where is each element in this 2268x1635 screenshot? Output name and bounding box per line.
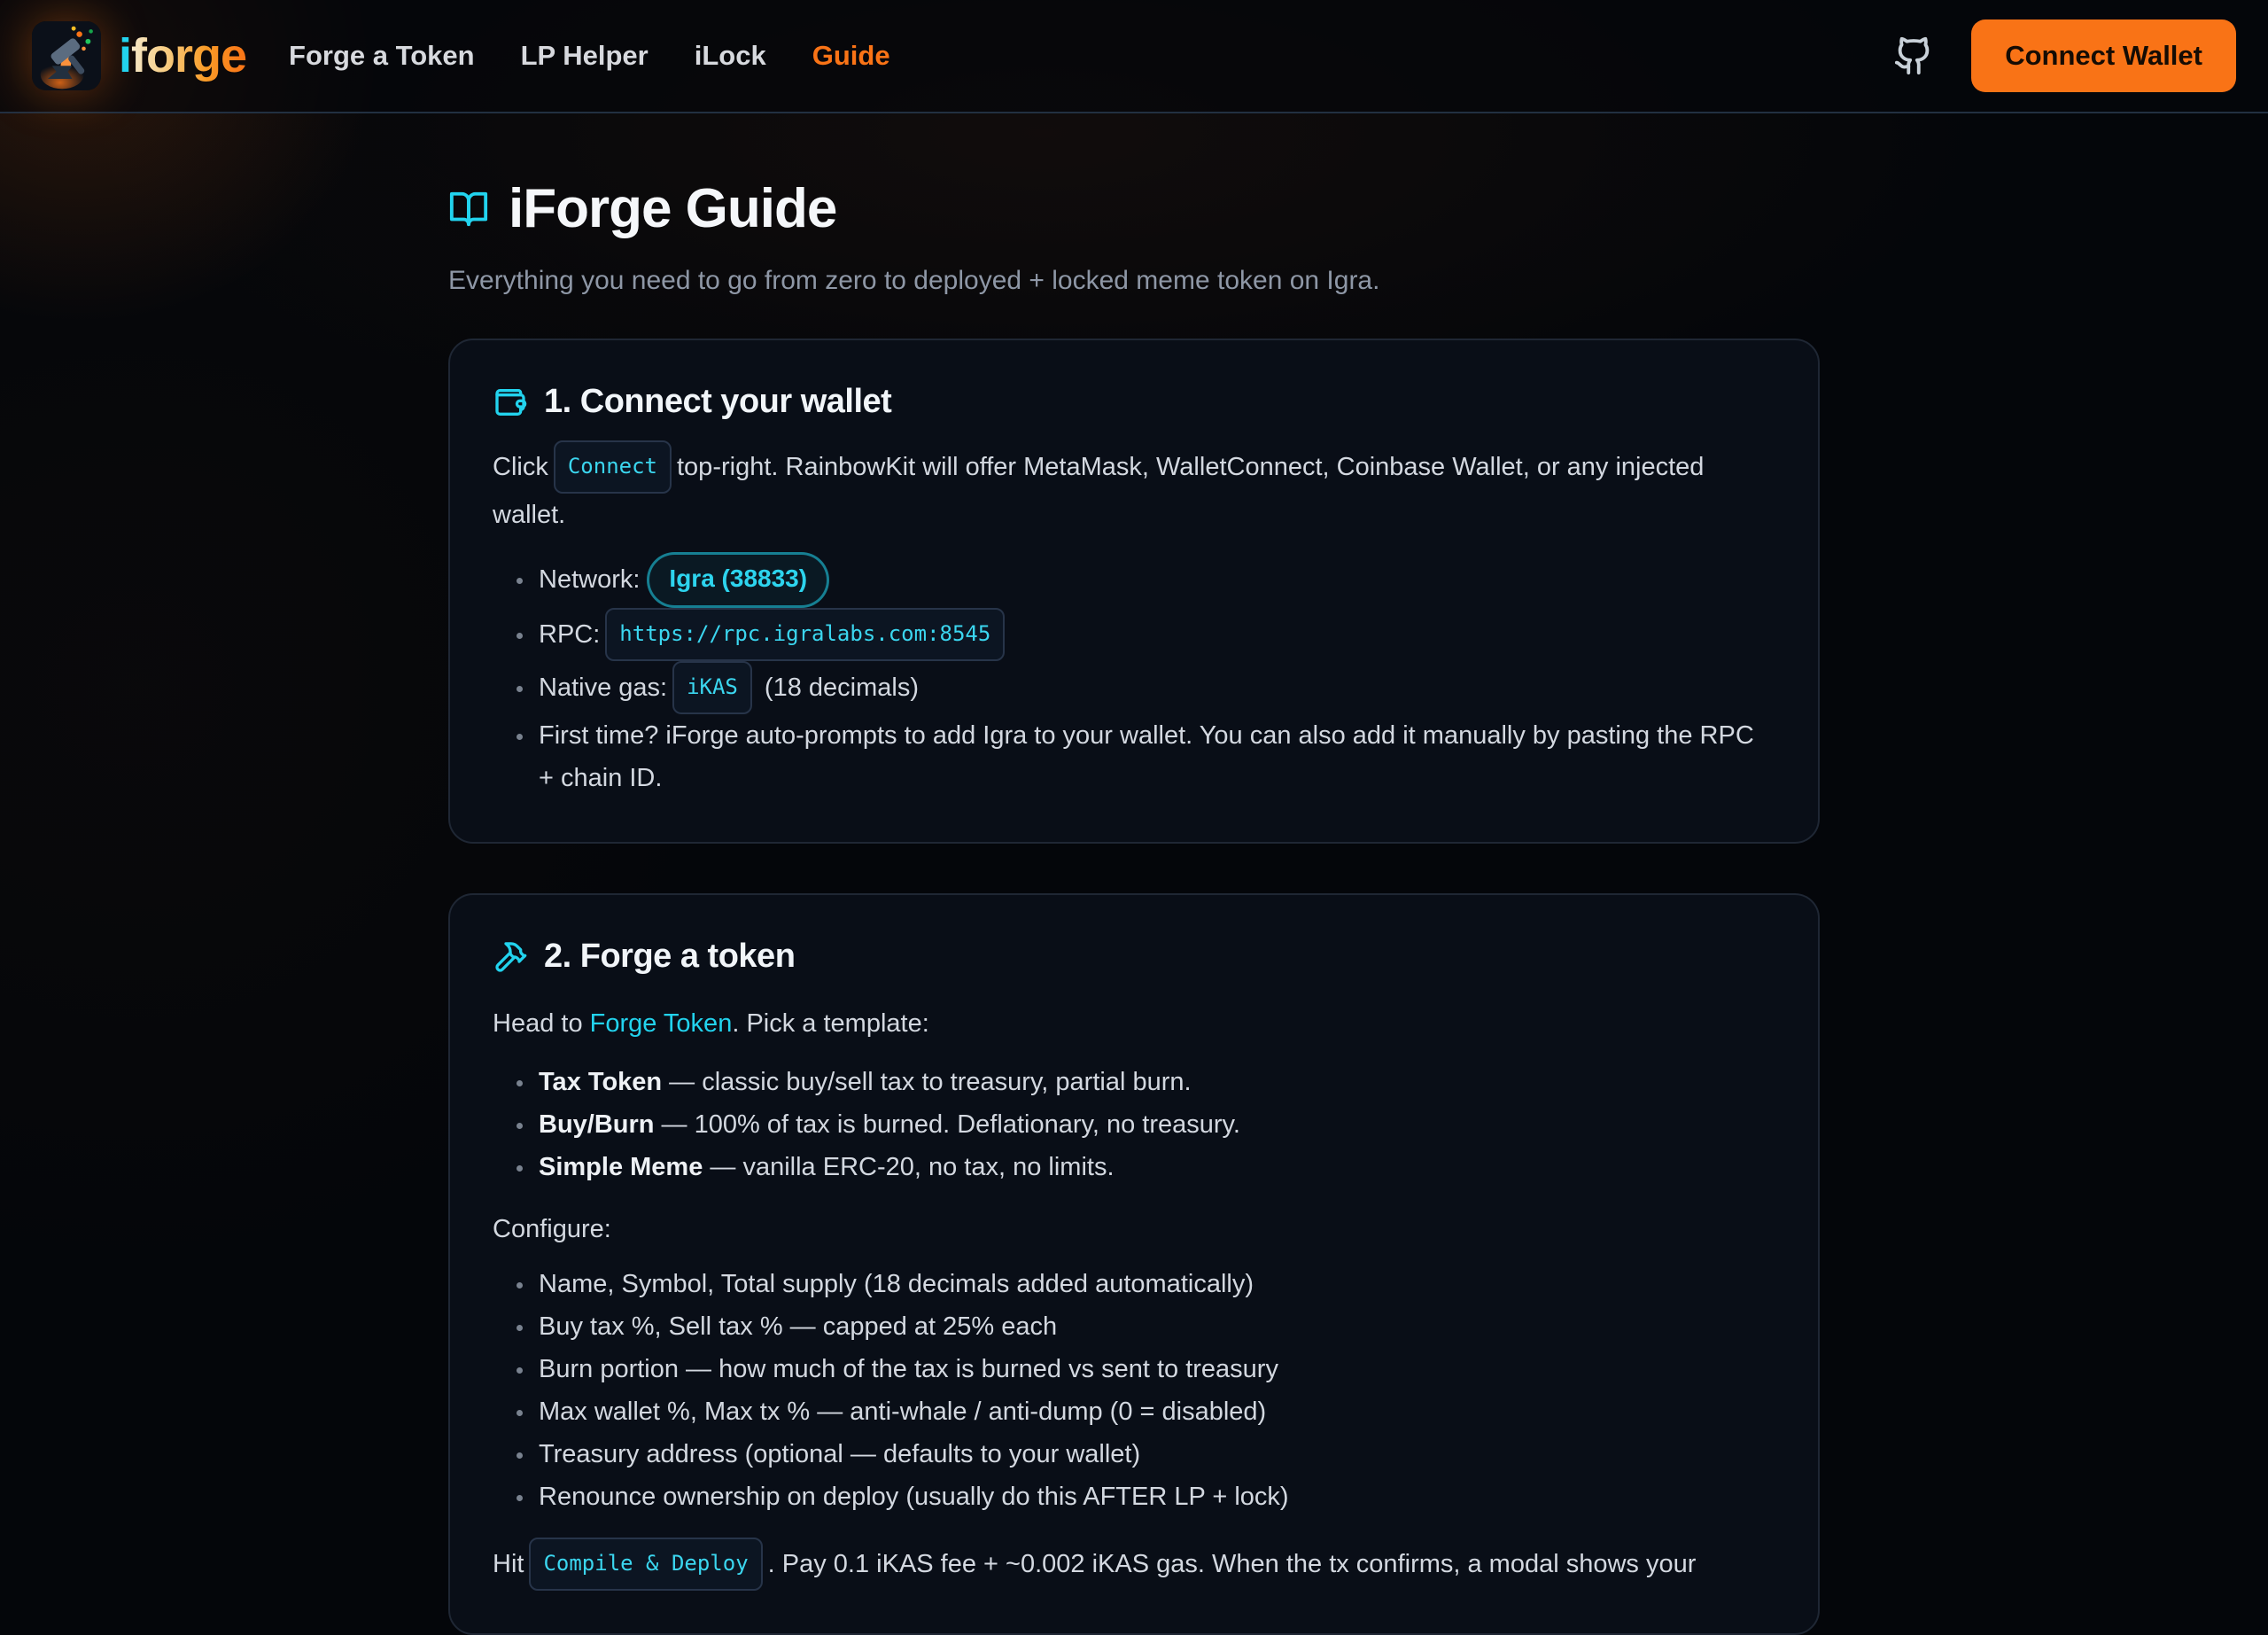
page-title [448,177,1820,240]
compile-deploy-chip: Compile & Deploy [529,1538,762,1591]
hero-section [448,177,1820,301]
brand-home-link[interactable] [32,21,246,90]
section-2-heading-text: 2. Forge a token [544,938,796,975]
list-item-buy-burn: • Buy/Burn — 100% of tax is burned. Deflationary, no treasury. [535,1103,1775,1146]
topbar-right [1893,19,2236,92]
template-list [493,1061,1775,1188]
list-item-renounce-ownership: • Renounce ownership on deploy (usually do this AFTER LP + lock) [535,1475,1775,1518]
list-item-tax-token: • Tax Token — classic buy/sell tax to treasury, partial burn. [535,1061,1775,1103]
connect-wallet-button[interactable]: Connect Wallet [1971,19,2236,92]
page-title-text: iForge Guide [509,178,837,239]
list-item-name-symbol-supply: • Name, Symbol, Total supply (18 decimals added automatically) [535,1263,1775,1305]
page-subtitle: Everything you need to go from zero to deployed + locked meme token on Igra. [448,266,1380,295]
connect-chip: Connect [554,440,672,494]
nav-ilock[interactable]: iLock [694,40,766,71]
nav-forge-a-token[interactable]: Forge a Token [289,40,475,71]
list-item-treasury-address: • Treasury address (optional — defaults to your wallet) [535,1433,1775,1475]
nav-guide[interactable]: Guide [812,40,890,71]
list-item-burn-portion: • Burn portion — how much of the tax is burned vs sent to treasury [535,1348,1775,1390]
wallet-icon [493,385,528,420]
hammer-icon [493,939,528,975]
section-forge-token [448,893,1820,1635]
list-item-max-wallet-tx: • Max wallet %, Max tx % — anti-whale / anti-dump (0 = disabled) [535,1390,1775,1433]
hammer-anvil-logo [32,21,101,90]
list-item-first-time: • First time? iForge auto-prompts to add Igra to your wallet. You can also add it manually by pasting the RPC + chain ID. [535,714,1775,799]
section-1-intro: Click Connect top-right. RainbowKit will offer MetaMask, WalletConnect, Coinbase Wallet, or any injected wallet. [493,440,1775,536]
configure-list [493,1263,1775,1518]
github-icon[interactable] [1893,35,1934,76]
ikas-code: iKAS [672,661,752,714]
brand-wordmark: iforge [119,29,247,82]
list-item-simple-meme: • Simple Meme — vanilla ERC-20, no tax, no limits. [535,1146,1775,1188]
section-connect-wallet [448,339,1820,844]
list-item-rpc: • RPC: https://rpc.igralabs.com:8545 [535,608,1775,661]
main-nav [289,40,890,72]
section-1-heading-text: 1. Connect your wallet [544,383,892,420]
nav-lp-helper[interactable]: LP Helper [520,40,649,71]
section-2-outro: Hit Compile & Deploy . Pay 0.1 iKAS fee + ~0.002 iKAS gas. When the tx confirms, a modal shows your [493,1538,1775,1591]
section-2-heading [493,938,1775,976]
rpc-url-code: https://rpc.igralabs.com:8545 [605,608,1005,661]
section-1-list [493,552,1775,799]
book-open-icon [448,189,489,230]
list-item-network: • Network: Igra (38833) [535,552,1775,608]
network-badge: Igra (38833) [647,552,829,608]
list-item-buy-sell-tax: • Buy tax %, Sell tax % — capped at 25% each [535,1305,1775,1348]
section-1-heading [493,383,1775,421]
section-2-intro: Head to Forge Token. Pick a template: [493,1009,929,1038]
list-item-native-gas: • Native gas: iKAS (18 decimals) [535,661,1775,714]
configure-label: Configure: [493,1215,611,1243]
guide-page [448,177,1820,1635]
forge-token-link[interactable]: Forge Token [589,1009,733,1038]
top-navigation-bar [0,0,2268,113]
